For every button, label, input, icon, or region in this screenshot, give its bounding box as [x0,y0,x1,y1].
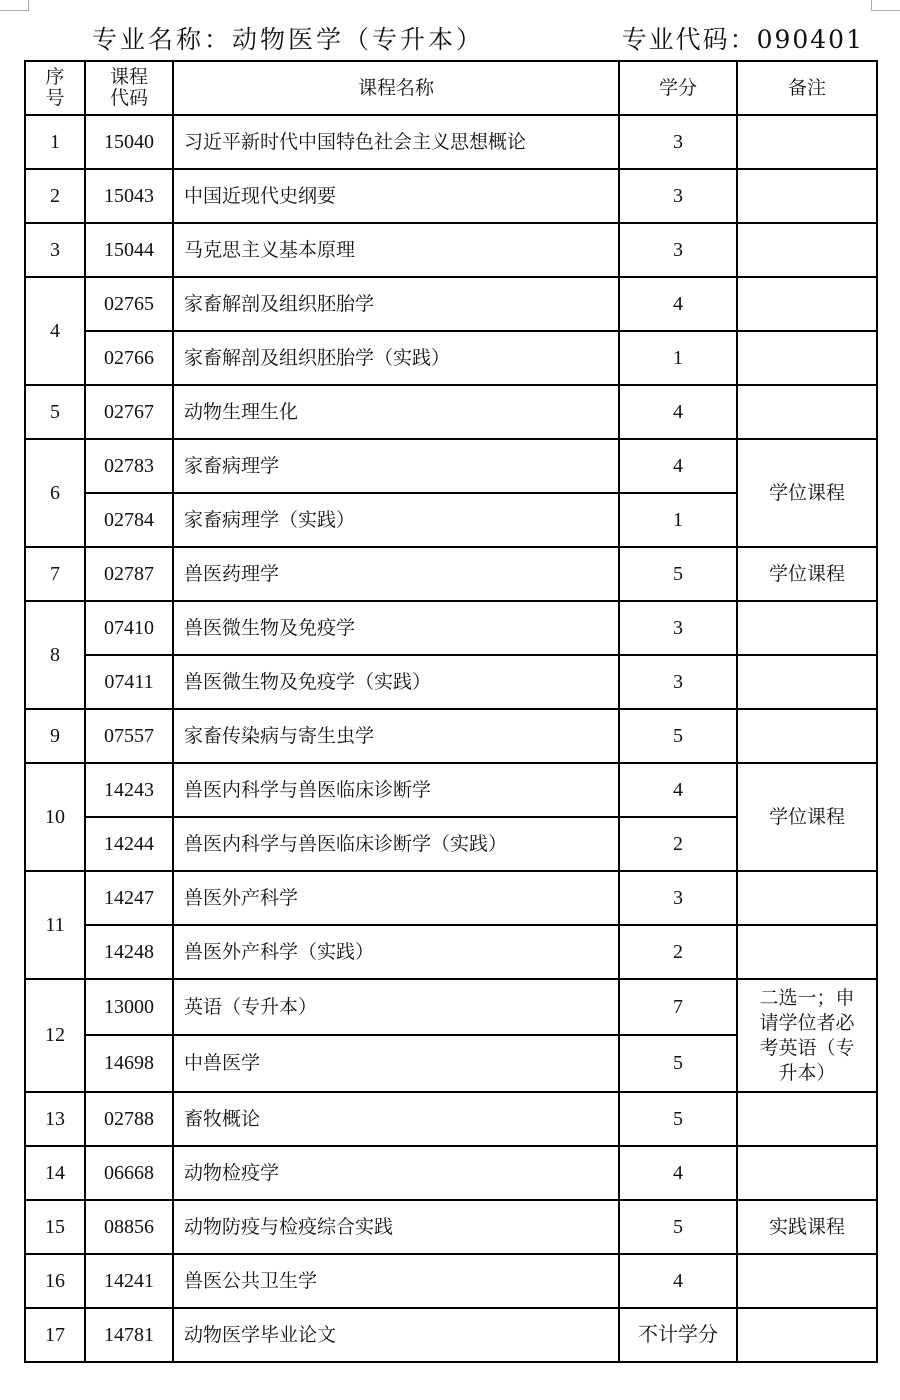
cell-course-code: 13000 [85,979,173,1035]
cell-seq: 9 [25,709,85,763]
cell-course-code: 08856 [85,1200,173,1254]
cell-course-code: 02766 [85,331,173,385]
cell-course-name: 兽医微生物及免疫学 [173,601,619,655]
cell-credit: 4 [619,277,737,331]
cell-course-name: 兽医内科学与兽医临床诊断学（实践） [173,817,619,871]
cell-course-name: 家畜传染病与寄生虫学 [173,709,619,763]
cell-course-name: 动物检疫学 [173,1146,619,1200]
cell-credit: 2 [619,817,737,871]
cell-seq: 6 [25,439,85,547]
cell-note: 学位课程 [737,547,877,601]
cell-course-code: 14243 [85,763,173,817]
cell-course-code: 07411 [85,655,173,709]
cell-seq: 5 [25,385,85,439]
major-name: 专业名称：动物医学（专升本） [92,25,485,54]
cell-seq: 2 [25,169,85,223]
table-row [25,655,877,709]
cell-credit: 3 [619,115,737,169]
cell-credit: 4 [619,1254,737,1308]
cell-credit: 2 [619,925,737,979]
cell-credit: 7 [619,979,737,1035]
cell-seq: 16 [25,1254,85,1308]
col-header-seq: 序号 [25,61,85,115]
cell-note-empty [737,655,877,709]
table-header-row [25,61,877,115]
cell-seq: 12 [25,979,85,1092]
cell-note-empty [737,1254,877,1308]
cell-seq: 4 [25,277,85,385]
table-row [25,601,877,655]
cell-course-code: 06668 [85,1146,173,1200]
cell-course-code: 14241 [85,1254,173,1308]
cell-course-code: 02788 [85,1092,173,1146]
cell-note-empty [737,601,877,655]
cell-course-name: 中国近现代史纲要 [173,169,619,223]
cell-note-empty [737,1146,877,1200]
cell-course-name: 英语（专升本） [173,979,619,1035]
cell-note-empty [737,385,877,439]
cell-note-empty [737,1308,877,1362]
cell-seq: 7 [25,547,85,601]
cell-course-name: 畜牧概论 [173,1092,619,1146]
cell-course-name: 动物医学毕业论文 [173,1308,619,1362]
cell-credit: 1 [619,331,737,385]
cell-course-code: 02783 [85,439,173,493]
cell-course-code: 07557 [85,709,173,763]
cell-credit: 3 [619,223,737,277]
cell-credit: 1 [619,493,737,547]
cell-course-name: 家畜解剖及组织胚胎学（实践） [173,331,619,385]
cell-note-empty [737,331,877,385]
page-corner-mark-right [871,0,900,11]
cell-credit: 5 [619,1200,737,1254]
table-row [25,763,877,817]
cell-course-code: 02765 [85,277,173,331]
cell-course-name: 兽医微生物及免疫学（实践） [173,655,619,709]
cell-credit: 4 [619,439,737,493]
cell-course-name: 习近平新时代中国特色社会主义思想概论 [173,115,619,169]
table-row [25,115,877,169]
cell-course-name: 动物防疫与检疫综合实践 [173,1200,619,1254]
cell-course-name: 家畜病理学 [173,439,619,493]
cell-credit: 3 [619,871,737,925]
table-row [25,277,877,331]
cell-course-code: 14781 [85,1308,173,1362]
cell-course-code: 14244 [85,817,173,871]
cell-credit: 3 [619,601,737,655]
cell-course-name: 中兽医学 [173,1035,619,1092]
cell-course-name: 家畜病理学（实践） [173,493,619,547]
cell-course-code: 15040 [85,115,173,169]
table-row [25,1308,877,1362]
page-corner-mark-left [0,0,29,11]
cell-seq: 10 [25,763,85,871]
cell-credit: 5 [619,1035,737,1092]
cell-credit: 4 [619,385,737,439]
major-code: 专业代码：090401 [621,25,864,54]
cell-course-code: 02767 [85,385,173,439]
cell-credit: 3 [619,169,737,223]
table-row [25,925,877,979]
cell-note-empty [737,1092,877,1146]
cell-note-empty [737,169,877,223]
cell-course-name: 马克思主义基本原理 [173,223,619,277]
cell-seq: 11 [25,871,85,979]
course-table [24,60,878,1363]
col-header-credit: 学分 [619,61,737,115]
cell-course-code: 02784 [85,493,173,547]
table-row [25,223,877,277]
cell-credit: 3 [619,655,737,709]
cell-credit: 4 [619,763,737,817]
cell-course-name: 兽医外产科学（实践） [173,925,619,979]
cell-seq: 1 [25,115,85,169]
table-row [25,1200,877,1254]
table-row [25,709,877,763]
cell-course-code: 07410 [85,601,173,655]
cell-note-empty [737,223,877,277]
cell-credit: 不计学分 [619,1308,737,1362]
col-header-note: 备注 [737,61,877,115]
table-row [25,979,877,1035]
table-row [25,331,877,385]
cell-note: 二选一；申请学位者必考英语（专升本） [737,979,877,1092]
cell-course-code: 15043 [85,169,173,223]
cell-course-code: 14247 [85,871,173,925]
table-row [25,871,877,925]
col-header-code: 课程代码 [85,61,173,115]
cell-note: 学位课程 [737,439,877,547]
cell-credit: 4 [619,1146,737,1200]
cell-course-code: 15044 [85,223,173,277]
cell-seq: 14 [25,1146,85,1200]
cell-note: 实践课程 [737,1200,877,1254]
cell-note-empty [737,709,877,763]
cell-note: 学位课程 [737,763,877,871]
cell-note-empty [737,871,877,925]
cell-credit: 5 [619,547,737,601]
cell-course-code: 14698 [85,1035,173,1092]
cell-seq: 3 [25,223,85,277]
cell-seq: 17 [25,1308,85,1362]
table-row [25,1146,877,1200]
table-body [25,115,877,1362]
table-row [25,1092,877,1146]
cell-course-name: 兽医公共卫生学 [173,1254,619,1308]
cell-seq: 8 [25,601,85,709]
cell-seq: 15 [25,1200,85,1254]
cell-credit: 5 [619,709,737,763]
cell-course-name: 家畜解剖及组织胚胎学 [173,277,619,331]
cell-course-name: 兽医内科学与兽医临床诊断学 [173,763,619,817]
cell-note-empty [737,115,877,169]
table-row [25,547,877,601]
table-row [25,1254,877,1308]
cell-note-empty [737,925,877,979]
table-row [25,169,877,223]
cell-course-name: 兽医药理学 [173,547,619,601]
cell-course-code: 02787 [85,547,173,601]
cell-course-code: 14248 [85,925,173,979]
table-row [25,385,877,439]
cell-note-empty [737,277,877,331]
table-row [25,439,877,493]
cell-credit: 5 [619,1092,737,1146]
cell-seq: 13 [25,1092,85,1146]
col-header-name: 课程名称 [173,61,619,115]
cell-course-name: 动物生理生化 [173,385,619,439]
cell-course-name: 兽医外产科学 [173,871,619,925]
